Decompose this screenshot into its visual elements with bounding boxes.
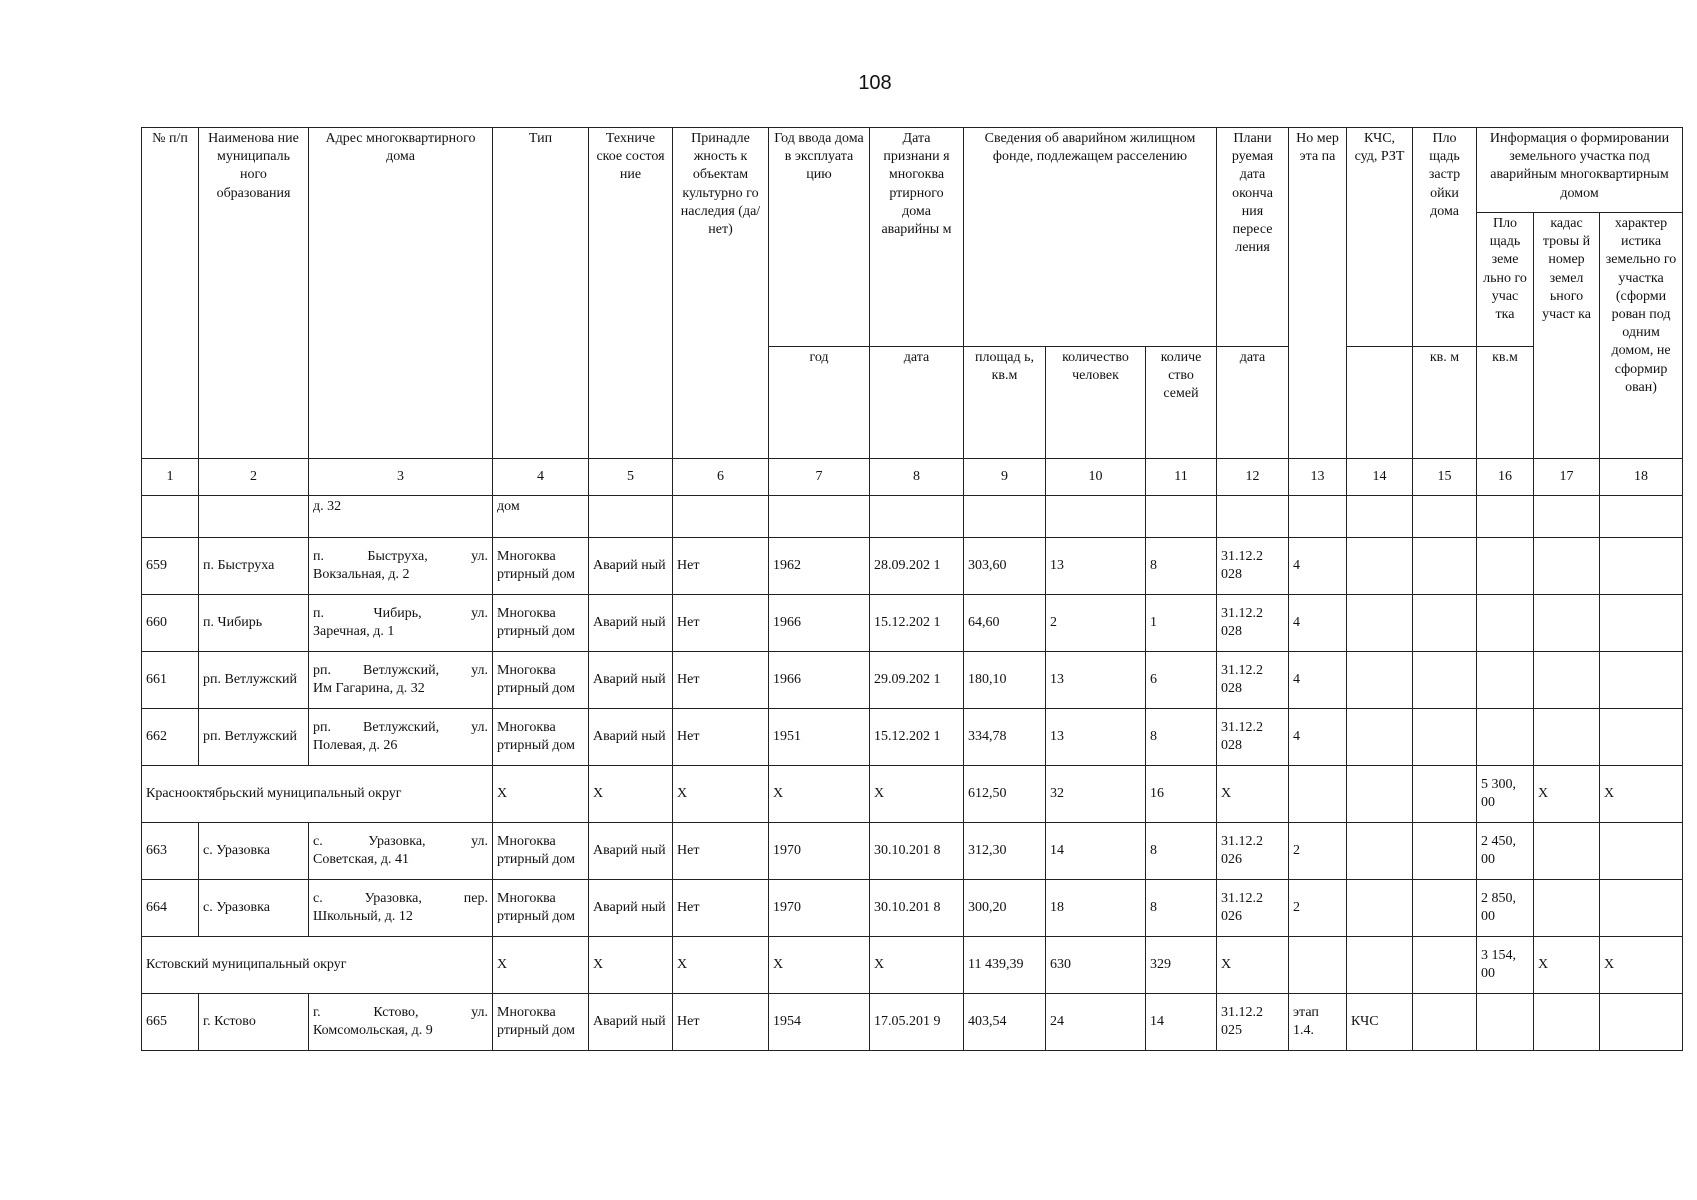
family-count: 8 [1146, 709, 1217, 766]
kchs-value [1347, 823, 1413, 880]
technical-state: Аварий ный [589, 538, 673, 595]
header-address: Адрес многоквартирного дома [309, 128, 493, 459]
emergency-date: Х [870, 766, 964, 823]
header-tech-state: Техниче ское состоя ние [589, 128, 673, 459]
year-built: 1966 [769, 652, 870, 709]
area-sqm: 300,20 [964, 880, 1046, 937]
family-count: 8 [1146, 823, 1217, 880]
column-number: 5 [589, 459, 673, 496]
address-word: ул. [471, 1004, 488, 1020]
land-characteristic [1600, 652, 1683, 709]
header-planned-end: Плани руемая дата оконча ния пересе ления [1217, 128, 1289, 347]
emergency-date: 15.12.202 1 [870, 595, 964, 652]
address-cell [309, 538, 493, 595]
table-row [142, 994, 1683, 1051]
address-cell [309, 880, 493, 937]
technical-state: Х [589, 937, 673, 994]
row-number: 659 [142, 538, 199, 595]
header-end-date-unit: дата [1217, 347, 1289, 459]
technical-state: Х [589, 766, 673, 823]
address-word: ул. [471, 833, 488, 849]
area-sqm: 64,60 [964, 595, 1046, 652]
building-type: Многоква ртирный дом [493, 880, 589, 937]
cadastral-number [1534, 994, 1600, 1051]
column-number: 2 [199, 459, 309, 496]
header-families-unit: количе ство семей [1146, 347, 1217, 459]
people-count: 2 [1046, 595, 1146, 652]
building-area [1413, 709, 1477, 766]
header-building-area-unit: кв. м [1413, 347, 1477, 459]
address-line-2: Им Гагарина, д. 32 [313, 681, 425, 696]
address-word: с. [313, 833, 323, 849]
heritage-flag: Нет [673, 823, 769, 880]
stage-number: 4 [1289, 652, 1347, 709]
land-characteristic [1600, 709, 1683, 766]
heritage-flag: Нет [673, 595, 769, 652]
kchs-value [1347, 595, 1413, 652]
kchs-value [1347, 709, 1413, 766]
stage-number: 2 [1289, 823, 1347, 880]
stage-number: 4 [1289, 538, 1347, 595]
kchs-value [1347, 880, 1413, 937]
building-type: Многоква ртирный дом [493, 709, 589, 766]
family-count: 16 [1146, 766, 1217, 823]
row-number: 663 [142, 823, 199, 880]
address-word: Быструха, [367, 548, 428, 564]
column-number: 16 [1477, 459, 1534, 496]
year-built: 1966 [769, 595, 870, 652]
year-built: Х [769, 766, 870, 823]
cadastral-number [1534, 823, 1600, 880]
continuation-row [142, 496, 1683, 538]
planned-end-date: 31.12.2 028 [1217, 652, 1289, 709]
table-row [142, 538, 1683, 595]
column-number: 14 [1347, 459, 1413, 496]
planned-end-date: 31.12.2 025 [1217, 994, 1289, 1051]
column-number: 3 [309, 459, 493, 496]
cadastral-number [1534, 880, 1600, 937]
building-type: Х [493, 766, 589, 823]
address-line-2: Заречная, д. 1 [313, 624, 395, 639]
column-number: 13 [1289, 459, 1347, 496]
people-count: 24 [1046, 994, 1146, 1051]
municipality-name: г. Кстово [199, 994, 309, 1051]
table-row [142, 652, 1683, 709]
municipality-name: п. Чибирь [199, 595, 309, 652]
address-line-1 [313, 548, 488, 566]
building-area [1413, 652, 1477, 709]
technical-state: Аварий ный [589, 709, 673, 766]
year-built: 1951 [769, 709, 870, 766]
table-row [142, 709, 1683, 766]
header-kchs-blank [1347, 347, 1413, 459]
planned-end-date: 31.12.2 026 [1217, 880, 1289, 937]
column-number: 1 [142, 459, 199, 496]
header-year-built: Год ввода дома в эксплуата цию [769, 128, 870, 347]
address-word: Кстово, [373, 1004, 419, 1020]
header-kchs: КЧС, суд, РЗТ [1347, 128, 1413, 347]
stage-number [1289, 766, 1347, 823]
building-area [1413, 994, 1477, 1051]
emergency-date: 30.10.201 8 [870, 880, 964, 937]
address-word: ул. [471, 719, 488, 735]
land-characteristic [1600, 538, 1683, 595]
header-land-info: Информация о формировании земельного участка под аварийным многоквартирным домом [1477, 128, 1683, 213]
cadastral-number [1534, 595, 1600, 652]
family-count: 1 [1146, 595, 1217, 652]
district-summary-row [142, 766, 1683, 823]
header-stage: Но мер эта па [1289, 128, 1347, 459]
land-characteristic [1600, 880, 1683, 937]
land-characteristic [1600, 823, 1683, 880]
heritage-flag: Нет [673, 994, 769, 1051]
land-area: 3 154, 00 [1477, 937, 1534, 994]
emergency-housing-table [141, 127, 1683, 1051]
family-count: 6 [1146, 652, 1217, 709]
kchs-value [1347, 766, 1413, 823]
column-number: 8 [870, 459, 964, 496]
header-year-unit: год [769, 347, 870, 459]
header-cadastral-number: кадас тровы й номер земел ьного участ ка [1534, 213, 1600, 459]
people-count: 630 [1046, 937, 1146, 994]
address-word: Ветлужский, [363, 662, 440, 678]
building-type: Многоква ртирный дом [493, 994, 589, 1051]
planned-end-date: Х [1217, 937, 1289, 994]
heritage-flag: Нет [673, 880, 769, 937]
building-type: Многоква ртирный дом [493, 652, 589, 709]
column-number: 9 [964, 459, 1046, 496]
people-count: 13 [1046, 538, 1146, 595]
heritage-flag: Нет [673, 652, 769, 709]
land-area [1477, 595, 1534, 652]
people-count: 14 [1046, 823, 1146, 880]
address-line-1 [313, 833, 488, 851]
people-count: 18 [1046, 880, 1146, 937]
cadastral-number: Х [1534, 937, 1600, 994]
year-built: 1970 [769, 823, 870, 880]
building-area [1413, 823, 1477, 880]
municipality-name: с. Уразовка [199, 880, 309, 937]
column-number: 7 [769, 459, 870, 496]
address-line-1 [313, 890, 488, 908]
land-area [1477, 652, 1534, 709]
row-number: 661 [142, 652, 199, 709]
cadastral-number [1534, 538, 1600, 595]
header-num: № п/п [142, 128, 199, 459]
row-number: 660 [142, 595, 199, 652]
technical-state: Аварий ный [589, 595, 673, 652]
address-word: Чибирь, [373, 605, 422, 621]
area-sqm: 612,50 [964, 766, 1046, 823]
address-word: пер. [463, 890, 488, 906]
building-type: Многоква ртирный дом [493, 595, 589, 652]
land-area [1477, 538, 1534, 595]
header-area-unit: площад ь, кв.м [964, 347, 1046, 459]
building-area [1413, 766, 1477, 823]
heritage-flag: Х [673, 937, 769, 994]
address-word: ул. [471, 548, 488, 564]
address-word: с. [313, 890, 323, 906]
row-number: 665 [142, 994, 199, 1051]
family-count: 329 [1146, 937, 1217, 994]
land-area: 5 300, 00 [1477, 766, 1534, 823]
land-characteristic [1600, 994, 1683, 1051]
address-cell [309, 823, 493, 880]
emergency-date: 28.09.202 1 [870, 538, 964, 595]
column-number: 12 [1217, 459, 1289, 496]
address-line-2: Вокзальная, д. 2 [313, 567, 410, 582]
header-date-unit: дата [870, 347, 964, 459]
column-number: 4 [493, 459, 589, 496]
building-area [1413, 538, 1477, 595]
address-line-1 [313, 605, 488, 623]
land-characteristic: Х [1600, 766, 1683, 823]
family-count: 8 [1146, 880, 1217, 937]
header-people-unit: количество человек [1046, 347, 1146, 459]
planned-end-date: 31.12.2 028 [1217, 538, 1289, 595]
stage-number: 4 [1289, 709, 1347, 766]
header-emergency-fund: Сведения об аварийном жилищном фонде, подлежащем расселению [964, 128, 1217, 347]
building-area [1413, 595, 1477, 652]
planned-end-date: 31.12.2 026 [1217, 823, 1289, 880]
people-count: 13 [1046, 709, 1146, 766]
technical-state: Аварий ный [589, 823, 673, 880]
planned-end-date: Х [1217, 766, 1289, 823]
address-cell [309, 994, 493, 1051]
header-type: Тип [493, 128, 589, 459]
stage-number: 4 [1289, 595, 1347, 652]
address-line-1 [313, 662, 488, 680]
address-word: Уразовка, [368, 833, 426, 849]
district-summary-row [142, 937, 1683, 994]
column-number-row [142, 459, 1683, 496]
emergency-date: 30.10.201 8 [870, 823, 964, 880]
header-emergency-date: Дата признани я многоква ртирного дома аварийны м [870, 128, 964, 347]
address-line-2: Школьный, д. 12 [313, 909, 413, 924]
people-count: 32 [1046, 766, 1146, 823]
cadastral-number [1534, 652, 1600, 709]
address-line-2: Советская, д. 41 [313, 852, 409, 867]
address-line-2: Комсомольская, д. 9 [313, 1023, 433, 1038]
header-land-characteristic: характер истика земельно го участка (сформи рован под одним домом, не сформир ован) [1600, 213, 1683, 459]
address-word: п. [313, 605, 324, 621]
municipality-name: рп. Ветлужский [199, 709, 309, 766]
column-number: 17 [1534, 459, 1600, 496]
header-land-area: Пло щадь земе льно го учас тка [1477, 213, 1534, 347]
technical-state: Аварий ный [589, 880, 673, 937]
year-built: Х [769, 937, 870, 994]
header-municipality: Наименова ние муниципаль ного образования [199, 128, 309, 459]
emergency-date: Х [870, 937, 964, 994]
municipality-name: с. Уразовка [199, 823, 309, 880]
address-word: г. [313, 1004, 321, 1020]
column-number: 18 [1600, 459, 1683, 496]
address-word: Уразовка, [364, 890, 422, 906]
row-number: 664 [142, 880, 199, 937]
table-row [142, 880, 1683, 937]
area-sqm: 334,78 [964, 709, 1046, 766]
municipality-name: п. Быструха [199, 538, 309, 595]
row-number: 662 [142, 709, 199, 766]
continuation-address: д. 32 [309, 496, 493, 538]
technical-state: Аварий ный [589, 994, 673, 1051]
address-cell [309, 595, 493, 652]
area-sqm: 303,60 [964, 538, 1046, 595]
building-type: Многоква ртирный дом [493, 538, 589, 595]
address-line-1 [313, 719, 488, 737]
address-word: рп. [313, 719, 331, 735]
table-row [142, 823, 1683, 880]
district-name: Краснооктябрьский муниципальный округ [142, 766, 493, 823]
address-line-2: Полевая, д. 26 [313, 738, 398, 753]
family-count: 14 [1146, 994, 1217, 1051]
kchs-value: КЧС [1347, 994, 1413, 1051]
land-area [1477, 994, 1534, 1051]
area-sqm: 180,10 [964, 652, 1046, 709]
land-characteristic: Х [1600, 937, 1683, 994]
address-cell [309, 652, 493, 709]
area-sqm: 11 439,39 [964, 937, 1046, 994]
page-number: 108 [858, 72, 892, 94]
building-area [1413, 937, 1477, 994]
heritage-flag: Х [673, 766, 769, 823]
year-built: 1970 [769, 880, 870, 937]
heritage-flag: Нет [673, 709, 769, 766]
cadastral-number: Х [1534, 766, 1600, 823]
column-number: 15 [1413, 459, 1477, 496]
municipality-name: рп. Ветлужский [199, 652, 309, 709]
emergency-date: 15.12.202 1 [870, 709, 964, 766]
land-area: 2 850, 00 [1477, 880, 1534, 937]
header-land-area-unit: кв.м [1477, 347, 1534, 459]
address-word: ул. [471, 605, 488, 621]
kchs-value [1347, 538, 1413, 595]
district-name: Кстовский муниципальный округ [142, 937, 493, 994]
year-built: 1962 [769, 538, 870, 595]
column-number: 10 [1046, 459, 1146, 496]
land-area [1477, 709, 1534, 766]
planned-end-date: 31.12.2 028 [1217, 595, 1289, 652]
cadastral-number [1534, 709, 1600, 766]
address-word: п. [313, 548, 324, 564]
stage-number: 2 [1289, 880, 1347, 937]
building-type: Х [493, 937, 589, 994]
address-line-1 [313, 1004, 488, 1022]
kchs-value [1347, 652, 1413, 709]
heritage-flag: Нет [673, 538, 769, 595]
area-sqm: 312,30 [964, 823, 1046, 880]
land-characteristic [1600, 595, 1683, 652]
table-row [142, 595, 1683, 652]
address-cell [309, 709, 493, 766]
column-number: 6 [673, 459, 769, 496]
stage-number [1289, 937, 1347, 994]
header-building-area: Пло щадь застр ойки дома [1413, 128, 1477, 347]
emergency-date: 29.09.202 1 [870, 652, 964, 709]
land-area: 2 450, 00 [1477, 823, 1534, 880]
year-built: 1954 [769, 994, 870, 1051]
header-heritage: Принадле жность к объектам культурно го наследия (да/нет) [673, 128, 769, 459]
planned-end-date: 31.12.2 028 [1217, 709, 1289, 766]
family-count: 8 [1146, 538, 1217, 595]
technical-state: Аварий ный [589, 652, 673, 709]
emergency-date: 17.05.201 9 [870, 994, 964, 1051]
area-sqm: 403,54 [964, 994, 1046, 1051]
people-count: 13 [1046, 652, 1146, 709]
address-word: ул. [471, 662, 488, 678]
continuation-type: дом [493, 496, 589, 538]
stage-number: этап 1.4. [1289, 994, 1347, 1051]
column-number: 11 [1146, 459, 1217, 496]
address-word: рп. [313, 662, 331, 678]
building-type: Многоква ртирный дом [493, 823, 589, 880]
kchs-value [1347, 937, 1413, 994]
building-area [1413, 880, 1477, 937]
address-word: Ветлужский, [363, 719, 440, 735]
